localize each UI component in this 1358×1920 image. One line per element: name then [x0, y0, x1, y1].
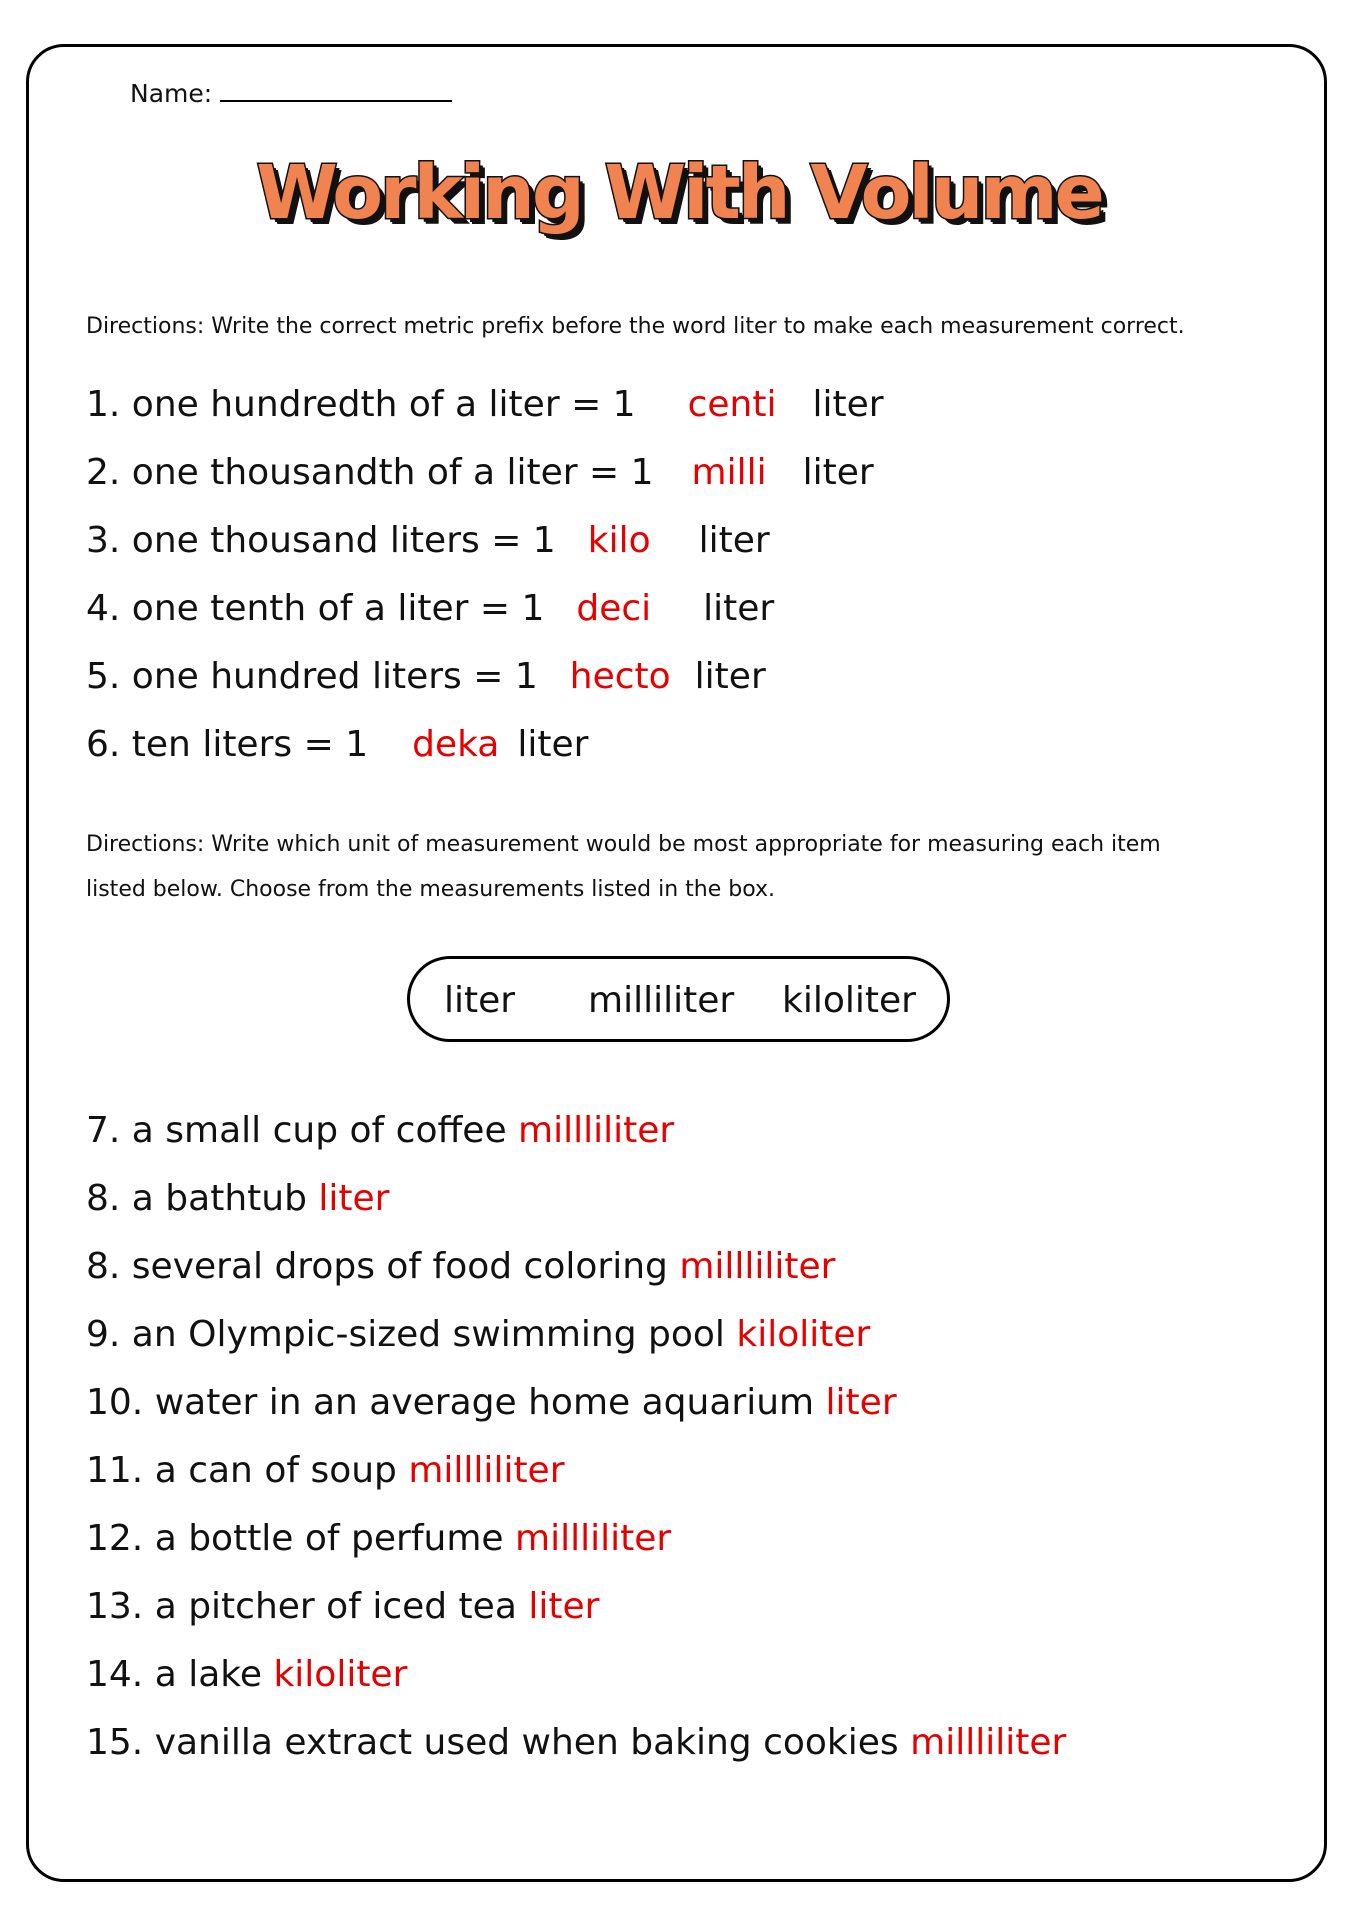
answer-text: kilo	[587, 520, 651, 561]
answer-text: deka	[412, 724, 500, 765]
unit-suffix: liter	[698, 520, 770, 561]
question-text: 8. a bathtub	[86, 1178, 307, 1219]
answer-text: hecto	[569, 656, 671, 697]
question-2	[86, 452, 874, 493]
question-14	[86, 1654, 407, 1695]
unit-suffix: liter	[703, 588, 775, 629]
question-7	[86, 1110, 674, 1151]
answer-text: kiloliter	[736, 1314, 871, 1355]
page-title: Working With Volume	[256, 150, 1102, 236]
question-5	[86, 656, 766, 697]
question-text: 15. vanilla extract used when baking cookies	[86, 1722, 899, 1763]
question-1	[86, 384, 884, 425]
answer-text: kiloliter	[273, 1654, 408, 1695]
directions-2-line-1: Directions: Write which unit of measurement would be most appropriate for measuring each item	[86, 832, 1161, 857]
question-text: 13. a pitcher of iced tea	[86, 1586, 517, 1627]
directions-2	[86, 822, 1286, 912]
unit-suffix: liter	[694, 656, 766, 697]
answer-text: liter	[528, 1586, 600, 1627]
question-text: 7. a small cup of coffee	[86, 1110, 507, 1151]
question-6	[86, 724, 588, 765]
question-text: 9. an Olympic-sized swimming pool	[86, 1314, 725, 1355]
question-12	[86, 1518, 671, 1559]
directions-1: Directions: Write the correct metric prefix before the word liter to make each measurement correct.	[86, 314, 1185, 339]
question-4	[86, 588, 774, 629]
question-8-bathtub	[86, 1178, 389, 1219]
name-label: Name:	[130, 79, 213, 108]
question-text: 5. one hundred liters = 1	[86, 656, 538, 697]
question-3	[86, 520, 770, 561]
unit-choice-liter: liter	[444, 980, 516, 1021]
answer-text: millliliter	[408, 1450, 565, 1491]
question-9	[86, 1314, 870, 1355]
question-10	[86, 1382, 897, 1423]
unit-suffix: liter	[802, 452, 874, 493]
question-15	[86, 1722, 1066, 1763]
answer-text: liter	[825, 1382, 897, 1423]
question-11	[86, 1450, 565, 1491]
question-13	[86, 1586, 599, 1627]
question-text: 10. water in an average home aquarium	[86, 1382, 815, 1423]
name-blank-line[interactable]	[220, 78, 452, 102]
question-text: 11. a can of soup	[86, 1450, 397, 1491]
answer-text: centi	[687, 384, 777, 425]
unit-suffix: liter	[812, 384, 884, 425]
directions-2-line-2: listed below. Choose from the measurements listed in the box.	[86, 877, 775, 902]
question-text: 3. one thousand liters = 1	[86, 520, 556, 561]
question-text: 12. a bottle of perfume	[86, 1518, 504, 1559]
answer-text: millliliter	[518, 1110, 675, 1151]
question-8-food-coloring	[86, 1246, 835, 1287]
answer-text: millliliter	[910, 1722, 1067, 1763]
answer-text: liter	[318, 1178, 390, 1219]
answer-text: millliliter	[515, 1518, 672, 1559]
answer-text: milli	[691, 452, 767, 493]
name-field	[130, 78, 452, 108]
question-text: 4. one tenth of a liter = 1	[86, 588, 545, 629]
question-text: 14. a lake	[86, 1654, 262, 1695]
question-text: 6. ten liters = 1	[86, 724, 369, 765]
unit-choice-milliliter: milliliter	[588, 980, 735, 1021]
question-text: 8. several drops of food coloring	[86, 1246, 668, 1287]
question-text: 1. one hundredth of a liter = 1	[86, 384, 636, 425]
answer-text: millliliter	[679, 1246, 836, 1287]
unit-suffix: liter	[517, 724, 589, 765]
answer-text: deci	[576, 588, 652, 629]
unit-choice-kiloliter: kiloliter	[782, 980, 916, 1021]
unit-choice-box	[407, 956, 950, 1042]
question-text: 2. one thousandth of a liter = 1	[86, 452, 654, 493]
